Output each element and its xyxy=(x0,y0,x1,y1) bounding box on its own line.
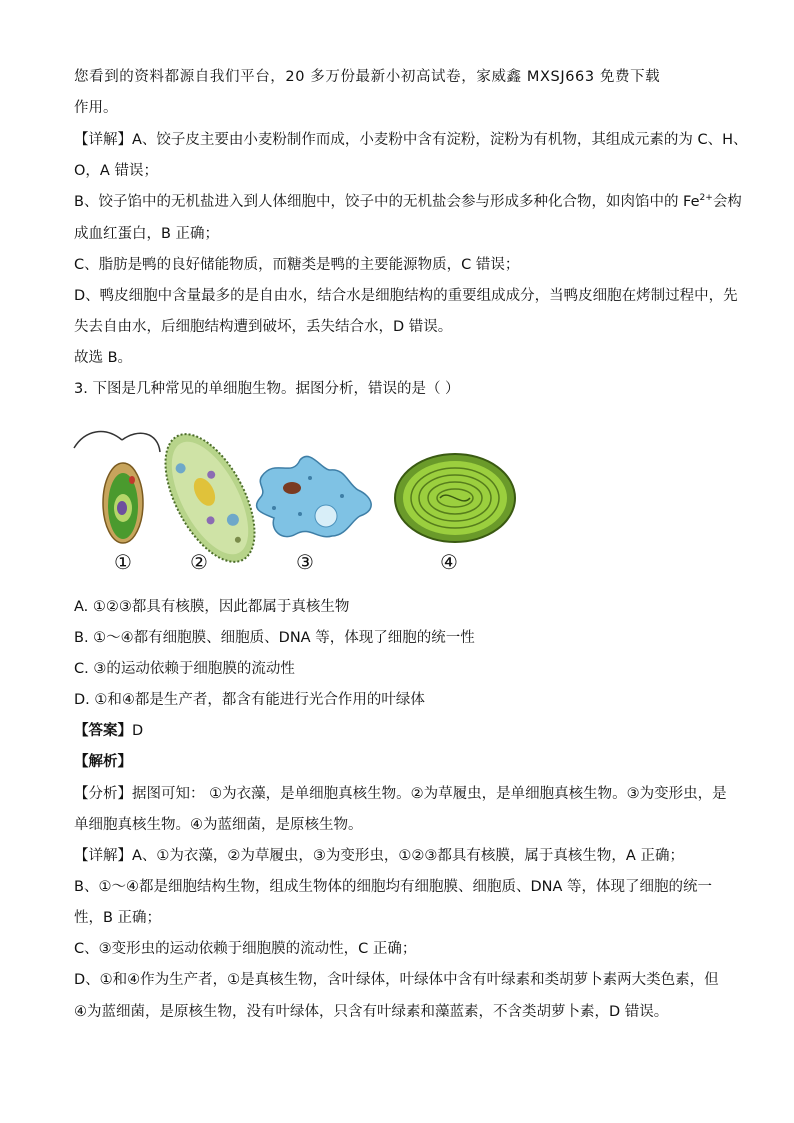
detail-text: A、饺子皮主要由小麦粉制作而成，小麦粉中含有淀粉，淀粉为有机物，其组成元素的为 C、H、 xyxy=(132,132,748,148)
figure-label-3: ③ xyxy=(296,550,314,574)
cyanobacterium-illustration xyxy=(395,454,515,542)
organisms-figure xyxy=(60,418,530,583)
figure-label-1: ① xyxy=(114,550,132,574)
q3-detail-line-4: C、③变形虫的运动依赖于细胞膜的流动性，C 正确； xyxy=(74,941,417,957)
detail-text: 会构 xyxy=(712,194,742,210)
header-promo-line: 您看到的资料都源自我们平台，20 多万份最新小初高试卷，家威鑫 MXSJ663 免费下载 xyxy=(74,69,661,85)
figure-label-4: ④ xyxy=(440,550,458,574)
q3-detail-line-6: ④为蓝细菌，是原核生物，没有叶绿体，只含有叶绿素和藻蓝素，不含类胡萝卜素，D 错误。 xyxy=(74,1004,669,1020)
figure-label-2: ② xyxy=(190,550,208,574)
detail-tag: 【详解】 xyxy=(74,132,132,148)
option-c: C. ③的运动依赖于细胞膜的流动性 xyxy=(74,661,295,677)
q2-detail-line-6: D、鸭皮细胞中含量最多的是自由水，结合水是细胞结构的重要组成成分，当鸭皮细胞在烤制过程中，先 xyxy=(74,288,738,304)
option-b: B. ①～④都有细胞膜、细胞质、DNA 等，体现了细胞的统一性 xyxy=(74,630,475,646)
q2-detail-line-5: C、脂肪是鸭的良好储能物质，而糖类是鸭的主要能源物质，C 错误； xyxy=(74,257,520,273)
q2-detail-line-1 xyxy=(74,130,748,150)
option-d: D. ①和④都是生产者，都含有能进行光合作用的叶绿体 xyxy=(74,692,425,708)
analysis-tag: 【分析】 xyxy=(74,786,132,802)
q3-detail-line-3: 性，B 正确； xyxy=(74,910,162,926)
answer-tag: 【答案】 xyxy=(74,723,132,739)
answer-value: D xyxy=(132,723,144,739)
analysis-line-2: 单细胞真核生物。④为蓝细菌，是原核生物。 xyxy=(74,817,363,833)
detail-text: A、①为衣藻，②为草履虫，③为变形虫，①②③都具有核膜，属于真核生物，A 正确； xyxy=(132,848,684,864)
answer-line xyxy=(74,721,724,741)
detail-tag: 【详解】 xyxy=(74,848,132,864)
analysis-line-1 xyxy=(74,784,727,804)
detail-text: B、饺子馅中的无机盐进入到人体细胞中，饺子中的无机盐会参与形成多种化合物，如肉馅中的 Fe xyxy=(74,194,700,210)
q2-detail-line-3 xyxy=(74,192,742,212)
chlamydomonas-illustration xyxy=(74,432,160,543)
paramecium-illustration xyxy=(147,420,273,576)
q2-conclusion: 故选 B。 xyxy=(74,350,133,366)
q3-detail-line-5: D、①和④作为生产者，①是真核生物，含叶绿体，叶绿体中含有叶绿素和类胡萝卜素两大类色素，但 xyxy=(74,972,719,988)
q2-detail-line-2: O，A 错误； xyxy=(74,163,158,179)
q3-detail-line-2: B、①～④都是细胞结构生物，组成生物体的细胞均有细胞膜、细胞质、DNA 等，体现了细胞的统一 xyxy=(74,879,712,895)
header-promo-continued: 作用。 xyxy=(74,100,118,116)
q3-stem: 3. 下图是几种常见的单细胞生物。据图分析，错误的是（ ） xyxy=(74,381,460,397)
q2-detail-line-7: 失去自由水，后细胞结构遭到破坏，丢失结合水，D 错误。 xyxy=(74,319,453,335)
analysis-heading: 【解析】 xyxy=(74,754,132,770)
amoeba-illustration xyxy=(257,456,372,536)
q3-detail-line-1 xyxy=(74,846,724,866)
superscript-charge: 2+ xyxy=(699,193,713,204)
option-a: A. ①②③都具有核膜，因此都属于真核生物 xyxy=(74,599,350,615)
q2-detail-line-4: 成血红蛋白，B 正确； xyxy=(74,226,220,242)
analysis-text: 据图可知： ①为衣藻，是单细胞真核生物。②为草履虫，是单细胞真核生物。③为变形虫，是 xyxy=(132,786,727,802)
